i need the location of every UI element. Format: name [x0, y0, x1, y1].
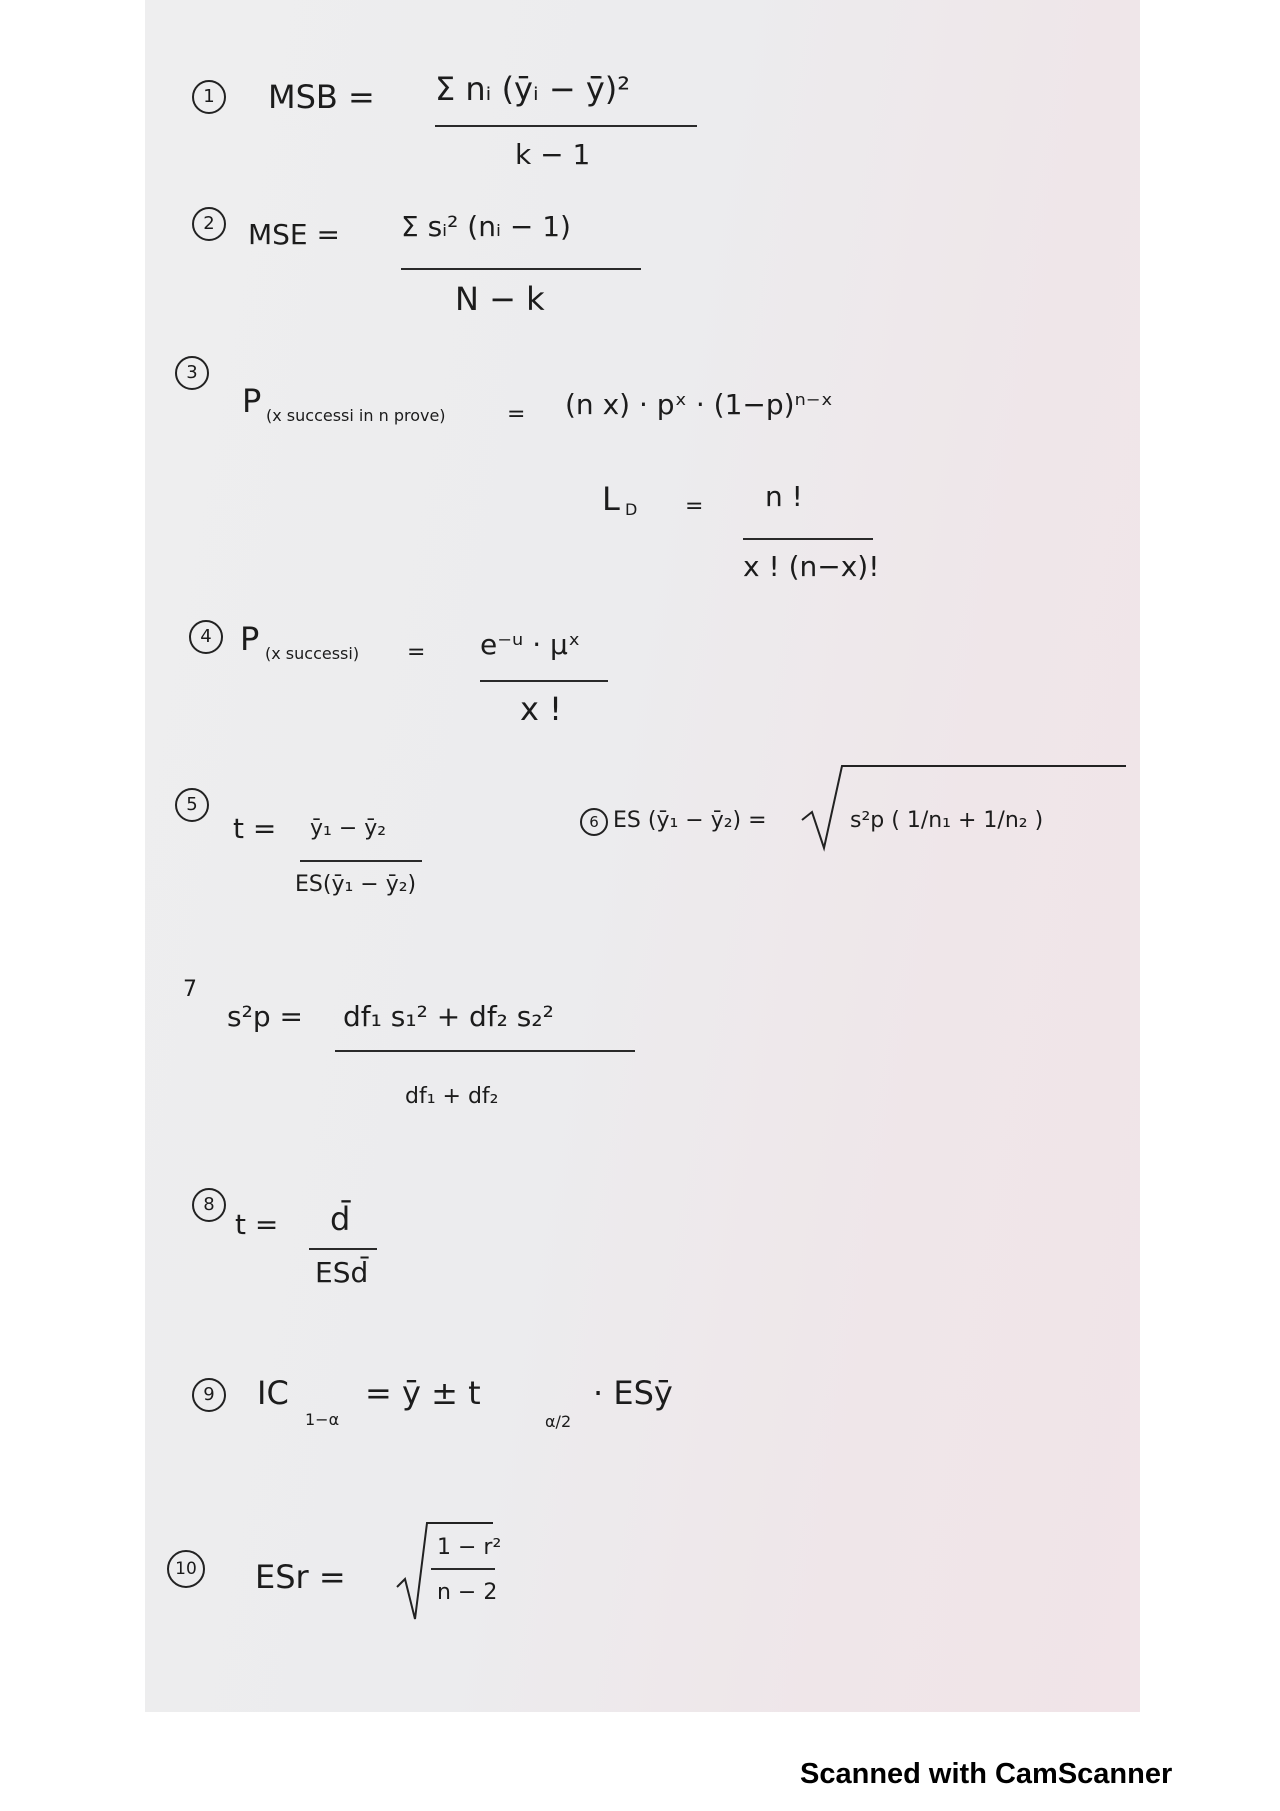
msb-lhs: MSB =	[268, 78, 375, 116]
ld-lhs: L	[602, 480, 620, 518]
paired-t-lhs: t =	[235, 1208, 279, 1241]
fraction-bar-1	[435, 125, 697, 127]
fraction-bar-10	[431, 1568, 495, 1570]
mse-numerator: Σ sᵢ² (nᵢ − 1)	[401, 210, 571, 243]
pooled-var-numerator: df₁ s₁² + df₂ s₂²	[343, 1000, 554, 1033]
msb-denominator: k − 1	[515, 138, 591, 171]
msb-numerator: Σ nᵢ (ȳᵢ − ȳ̄)²	[435, 70, 631, 108]
t-test-lhs: t =	[233, 812, 277, 845]
pooled-var-lhs: s²p =	[227, 1000, 303, 1033]
formula-number-4: 4	[189, 620, 223, 654]
poisson-eq: =	[407, 640, 426, 665]
binomial-rhs: (n x) · pˣ · (1−p)ⁿ⁻ˣ	[565, 388, 833, 421]
mse-lhs: MSE =	[248, 218, 340, 251]
ld-numerator: n !	[765, 480, 803, 513]
poisson-lhs-sub: (x successi)	[265, 644, 360, 663]
formula-number-9: 9	[192, 1378, 226, 1412]
formula-number-10: 10	[167, 1550, 205, 1588]
es-r-lhs: ESr =	[255, 1558, 346, 1596]
t-test-numerator: ȳ₁ − ȳ₂	[310, 816, 387, 841]
ci-lhs-sub: 1−α	[305, 1410, 340, 1429]
fraction-bar-7	[335, 1050, 635, 1052]
ld-eq: =	[685, 494, 704, 519]
fraction-bar-3	[743, 538, 873, 540]
formula-number-3: 3	[175, 356, 209, 390]
pooled-var-denominator: df₁ + df₂	[405, 1084, 499, 1109]
ci-rhs: = ȳ ± t	[365, 1374, 481, 1412]
fraction-bar-8	[309, 1248, 377, 1250]
fraction-bar-2	[401, 268, 641, 270]
formula-number-5: 5	[175, 788, 209, 822]
formula-number-1: 1	[192, 80, 226, 114]
ci-rhs-tail: · ESȳ	[593, 1374, 673, 1412]
ci-rhs-sub: α/2	[545, 1412, 572, 1431]
binomial-eq: =	[507, 402, 526, 427]
binomial-lhs: P	[242, 382, 262, 420]
es-r-radicand-denominator: n − 2	[437, 1580, 498, 1605]
ld-sub: D	[625, 500, 638, 519]
paired-t-denominator: ESd̄	[315, 1256, 369, 1289]
camscanner-watermark: Scanned with CamScanner	[800, 1758, 1173, 1790]
paired-t-numerator: d̄	[330, 1200, 351, 1238]
formula-number-2: 2	[192, 207, 226, 241]
poisson-lhs: P	[240, 620, 260, 658]
formula-number-8: 8	[192, 1188, 226, 1222]
binomial-lhs-sub: (x successi in n prove)	[266, 406, 446, 425]
es-r-radicand-numerator: 1 − r²	[437, 1535, 502, 1560]
poisson-denominator: x !	[520, 690, 562, 728]
square-root-sign-10	[395, 1515, 498, 1625]
es-diff-lhs: ES (ȳ₁ − ȳ₂) =	[613, 808, 767, 833]
es-diff-radicand: s²p ( 1/n₁ + 1/n₂ )	[850, 808, 1044, 833]
formula-number-6: 6	[580, 808, 608, 836]
fraction-bar-5	[300, 860, 422, 862]
scanned-page	[145, 0, 1140, 1712]
ci-lhs: IC	[257, 1374, 289, 1412]
fraction-bar-4	[480, 680, 608, 682]
formula-number-7: 7	[183, 977, 197, 1002]
poisson-numerator: e⁻ᵘ · μˣ	[480, 628, 581, 661]
mse-denominator: N − k	[455, 280, 545, 318]
ld-denominator: x ! (n−x)!	[743, 550, 880, 583]
t-test-denominator: ES(ȳ₁ − ȳ₂)	[295, 872, 417, 897]
